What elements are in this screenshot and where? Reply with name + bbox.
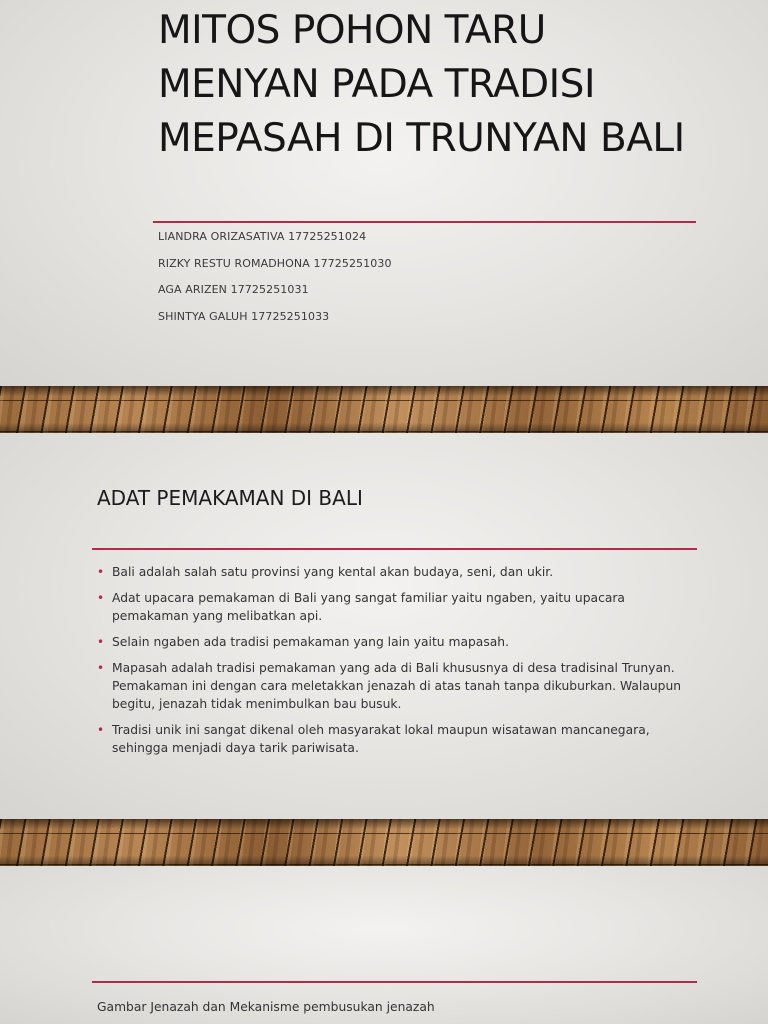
heading-divider bbox=[92, 548, 697, 550]
bullet-text: Tradisi unik ini sangat dikenal oleh masyarakat lokal maupun wisatawan mancanegara, sehingga menjadi daya tarik pariwisata. bbox=[112, 723, 650, 755]
bullet-text: Bali adalah salah satu provinsi yang kental akan budaya, seni, dan ukir. bbox=[112, 565, 554, 579]
bullet-text: Mapasah adalah tradisi pemakaman yang ada di Bali khususnya di desa tradisinal Trunyan. Pemakaman ini dengan cara meletakkan jenazah di atas tanah tanpa dikuburkan. Walaupun begitu, jenazah tidak menimbulkan bau busuk. bbox=[112, 661, 682, 711]
bullet-dot-icon: • bbox=[97, 723, 105, 737]
slide-caption: Gambar Jenazah dan Mekanisme pembusukan jenazah bbox=[97, 1000, 435, 1014]
title-divider bbox=[153, 221, 696, 223]
heading-divider bbox=[92, 981, 697, 983]
bullet-item bbox=[97, 721, 697, 757]
bullet-text: Adat upacara pemakaman di Bali yang sangat familiar yaitu ngaben, yaitu upacara pemakaman yang melibatkan api. bbox=[112, 591, 625, 623]
author-item: SHINTYA GALUH 17725251033 bbox=[158, 309, 330, 323]
author-list bbox=[158, 229, 392, 335]
slide-title: MITOS POHON TARU MENYAN PADA TRADISI MEPASAH DI TRUNYAN BALI bbox=[158, 8, 685, 161]
title-slide bbox=[0, 0, 768, 386]
content-slide bbox=[0, 433, 768, 819]
author-item: LIANDRA ORIZASATIVA 17725251024 bbox=[158, 230, 367, 243]
bullet-item bbox=[97, 659, 697, 713]
image-slide bbox=[0, 866, 768, 1024]
bullet-dot-icon: • bbox=[97, 635, 105, 649]
bullet-item bbox=[97, 563, 697, 581]
bullet-dot-icon: • bbox=[97, 565, 105, 579]
wood-floor-decoration bbox=[0, 819, 768, 866]
author-item: RIZKY RESTU ROMADHONA 17725251030 bbox=[158, 256, 392, 270]
bullet-text: Selain ngaben ada tradisi pemakaman yang lain yaitu mapasah. bbox=[112, 635, 509, 649]
bullet-item bbox=[97, 633, 697, 651]
bullet-list bbox=[97, 563, 697, 765]
bullet-dot-icon: • bbox=[97, 661, 105, 675]
wood-floor-decoration bbox=[0, 386, 768, 433]
author-item: AGA ARIZEN 17725251031 bbox=[158, 283, 309, 296]
bullet-dot-icon: • bbox=[97, 591, 105, 605]
bullet-item bbox=[97, 589, 697, 625]
slide-heading: ADAT PEMAKAMAN DI BALI bbox=[97, 486, 363, 510]
